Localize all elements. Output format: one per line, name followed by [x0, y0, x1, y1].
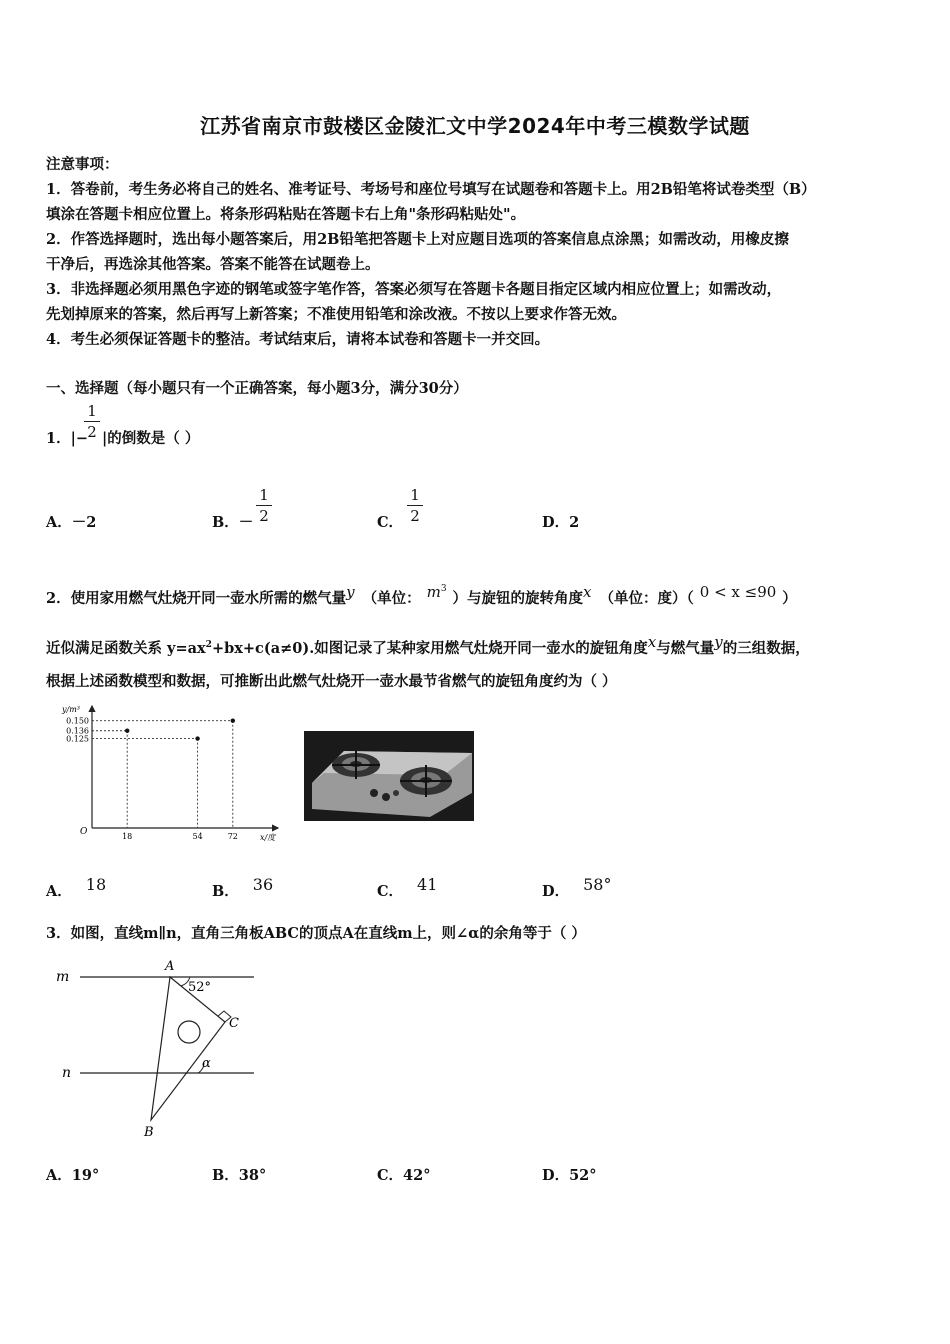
label-b: B [144, 1125, 154, 1140]
option-value: 41 [417, 875, 438, 894]
q1-suffix: |的倒数是（ ） [102, 430, 200, 447]
fraction-denominator: 2 [259, 507, 269, 525]
data-point [231, 719, 235, 723]
option-value: 52° [569, 1167, 597, 1184]
q3-option-b[interactable] [212, 1164, 266, 1185]
x-tick-label: 54 [192, 832, 203, 841]
x-tick-label: 72 [227, 832, 238, 841]
knob-icon [393, 790, 399, 796]
q2-text: （单位：度）（ [599, 589, 694, 607]
q2-option-b[interactable] [212, 875, 273, 901]
fraction-denominator: 2 [87, 423, 97, 441]
notice-line: 1．答卷前，考生务必将自己的姓名、准考证号、考场号和座位号填写在试题卷和答题卡上。用2B铅笔将试卷类型（B） [46, 181, 816, 198]
option-value: 58° [583, 875, 612, 894]
label-m: m [56, 969, 70, 985]
y-tick-label: 0.150 [66, 716, 89, 726]
x-tick-label: 18 [122, 832, 133, 841]
option-label: D． [542, 1167, 570, 1184]
fraction-bar [84, 421, 100, 422]
knob-icon [382, 793, 390, 801]
notice-line: 4．考生必须保证答题卡的整洁。考试结束后，请将本试卷和答题卡一并交回。 [46, 331, 550, 348]
option-label: A． [46, 514, 72, 531]
option-label: C． [377, 514, 404, 531]
q3-option-a[interactable] [46, 1164, 99, 1185]
fraction-bar [256, 505, 272, 506]
option-label: D． [542, 514, 570, 531]
question-2-line-1 [46, 583, 797, 608]
q2-option-c[interactable] [377, 875, 437, 901]
option-value: 36 [252, 875, 274, 894]
notice-heading: 注意事项： [46, 156, 119, 173]
gas-stove-photo [304, 731, 474, 821]
option-label: A． [46, 882, 72, 900]
q2-text: +bx+c(a≠0).如图记录了某种家用燃气灶烧开同一壶水的旋钮角度 [211, 639, 648, 657]
var-y: y [346, 583, 355, 601]
q3-option-c[interactable] [377, 1164, 430, 1185]
knob-icon [370, 789, 378, 797]
notice-line: 先划掉原来的答案，然后再写上新答案；不准使用铅笔和涂改液。不按以上要求作答无效。 [46, 306, 626, 323]
option-value: －2 [71, 514, 97, 531]
fraction-numerator: 1 [87, 402, 97, 420]
question-1 [46, 427, 199, 448]
option-label: D． [542, 882, 570, 900]
label-a: A [165, 959, 175, 974]
notice-line: 3．非选择题必须用黑色字迹的钢笔或签字笔作答，答案必须写在答题卡各题目指定区域内相应位置上；如需改动， [46, 281, 782, 298]
q1-option-b[interactable] [212, 511, 253, 532]
data-point [195, 736, 199, 740]
option-value: － [238, 514, 254, 531]
q2-text: ）与旋钮的旋转角度 [452, 589, 584, 607]
label-n: n [62, 1065, 72, 1081]
question-2-line-2 [46, 633, 810, 658]
question-2-line-3: 根据上述函数模型和数据，可推断出此燃气灶烧开一壶水最节省燃气的旋钮角度约为（ ） [46, 673, 617, 690]
y-tick-label: 0.136 [66, 726, 89, 736]
origin-label: O [80, 827, 88, 837]
fraction-numerator: 1 [410, 486, 420, 504]
label-c: C [229, 1016, 239, 1031]
q1-prefix: 1．|− [46, 430, 89, 447]
option-value: 18 [85, 875, 107, 894]
triangle-abc [151, 977, 225, 1120]
data-point [125, 729, 129, 733]
q2-option-d[interactable] [542, 875, 611, 901]
q1-option-b-fraction [256, 486, 272, 525]
fraction-bar [407, 505, 423, 506]
exponent: 2 [205, 640, 212, 650]
unit: m [426, 583, 441, 601]
q1-option-d[interactable] [542, 511, 579, 532]
fraction-numerator: 1 [259, 486, 269, 504]
notice-line: 干净后，再选涂其他答案。答案不能答在试题卷上。 [46, 256, 380, 273]
page-title: 江苏省南京市鼓楼区金陵汇文中学2024年中考三模数学试题 [200, 114, 750, 138]
option-label: B． [212, 882, 239, 900]
q3-option-d[interactable] [542, 1164, 597, 1185]
option-label: A． [46, 1167, 72, 1184]
notice-line: 填涂在答题卡相应位置上。将条形码粘贴在答题卡右上角"条形码粘贴处"。 [46, 206, 526, 223]
q2-text: （单位： [362, 589, 421, 607]
label-alpha: α [202, 1056, 211, 1071]
x-axis-label: x/度 [260, 833, 276, 842]
option-value: 19° [71, 1167, 100, 1184]
q2-text: 近似满足函数关系 y=ax [46, 639, 206, 657]
q2-text: 2．使用家用燃气灶烧开同一壶水所需的燃气量 [46, 589, 347, 607]
q2-text: 与燃气量 [656, 639, 715, 657]
option-value: 2 [569, 514, 580, 531]
option-value: 42° [403, 1167, 431, 1184]
var-x: x [647, 633, 657, 651]
q2-text: 的三组数据， [722, 639, 810, 657]
option-label: C． [377, 882, 404, 900]
var-x: x [583, 583, 592, 601]
question-3: 3．如图，直线m∥n，直角三角板ABC的顶点A在直线m上，则∠α的余角等于（ ） [46, 925, 586, 942]
q2-option-a[interactable] [46, 875, 106, 901]
var-y: y [714, 633, 723, 651]
y-tick-label: 0.125 [66, 734, 89, 744]
unit-exponent: 3 [440, 584, 447, 594]
q1-option-c[interactable] [377, 511, 403, 532]
triangle-hole [178, 1021, 200, 1043]
fraction-denominator: 2 [410, 507, 420, 525]
q1-fraction [84, 402, 100, 441]
q1-option-c-fraction [407, 486, 423, 525]
section-heading: 一、选择题（每小题只有一个正确答案，每小题3分，满分30分） [46, 380, 468, 397]
option-label: C． [377, 1167, 404, 1184]
option-label: B． [212, 514, 239, 531]
gas-usage-chart [52, 700, 284, 848]
label-angle-52: 52° [188, 980, 212, 995]
option-label: B． [212, 1167, 239, 1184]
q1-option-a[interactable] [46, 511, 96, 532]
y-axis-label: y/m³ [62, 705, 81, 714]
triangle-figure [50, 955, 270, 1145]
notice-line: 2．作答选择题时，选出每小题答案后，用2B铅笔把答题卡上对应题目选项的答案信息点涂黑；如需改动，用橡皮擦 [46, 231, 789, 248]
q2-text: ） [782, 589, 797, 607]
range: 0 < x ≤90 [699, 583, 777, 601]
option-value: 38° [238, 1167, 267, 1184]
